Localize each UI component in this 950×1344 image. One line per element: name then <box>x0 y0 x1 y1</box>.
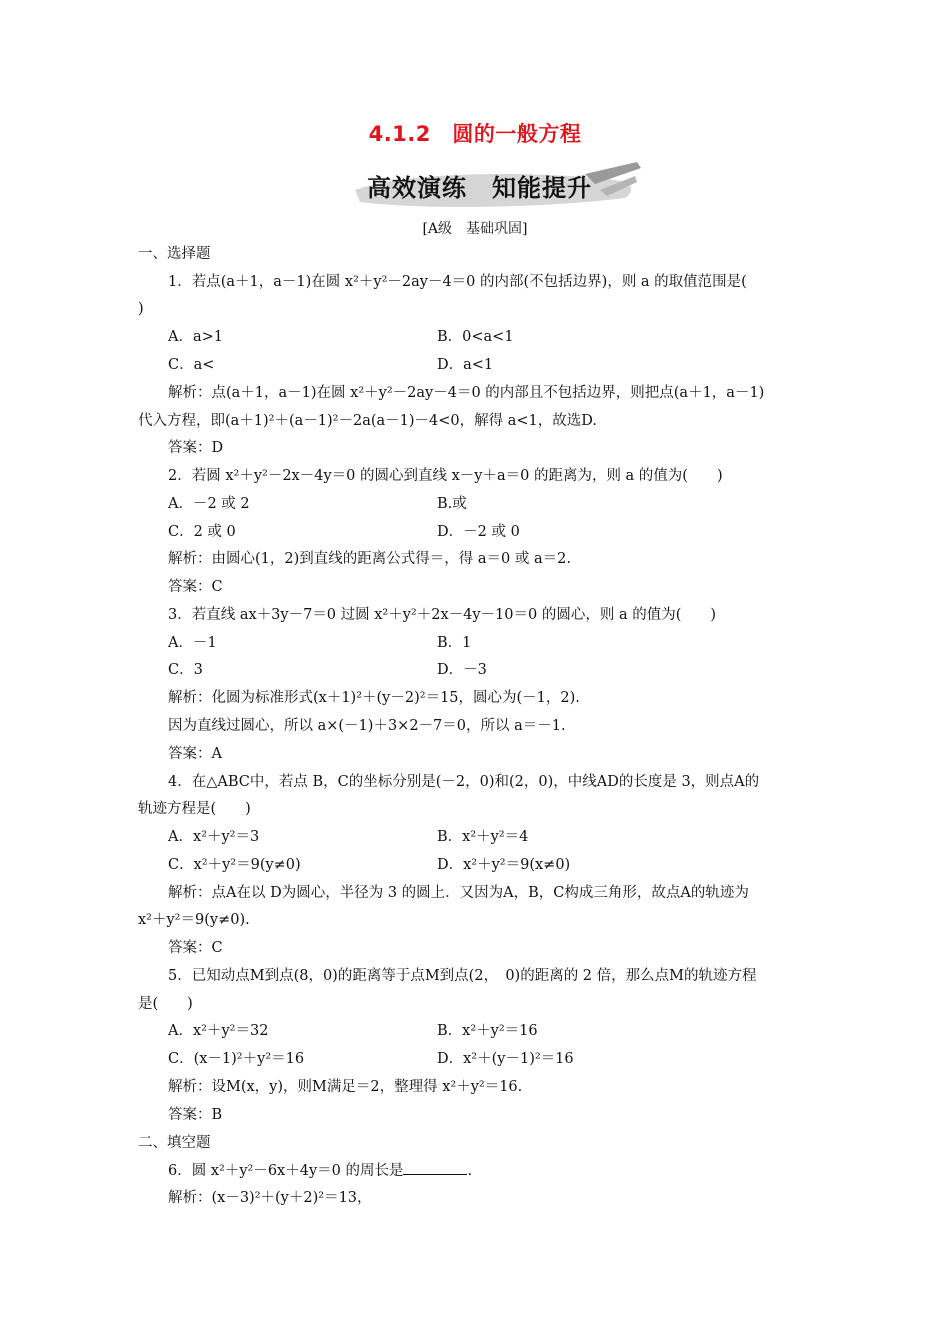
answer-blank <box>403 1160 467 1175</box>
analysis-cont: 代入方程，即(a＋1)²＋(a－1)²－2a(a－1)－4<0，解得 a<1，故选D. <box>138 413 597 429</box>
analysis-cont: x²＋y²＝9(y≠0). <box>138 912 250 928</box>
question-4: 4．在△ABC中，若点 B，C的坐标分别是(－2，0)和(2，0)，中线AD的长度是 3，则点A的 <box>168 774 760 790</box>
question-3: 3．若直线 ax＋3y－7＝0 过圆 x²＋y²＋2x－4y－10＝0 的圆心，则 a 的值为( ) <box>168 607 717 623</box>
answer: 答案：D <box>168 440 224 456</box>
section-title: 4.1.2 圆的一般方程 <box>368 122 582 146</box>
level-label: [A级 基础巩固] <box>422 221 528 237</box>
option-c: C．x²＋y²＝9(y≠0) <box>168 857 301 873</box>
option-c: C．(x－1)²＋y²＝16 <box>168 1051 305 1067</box>
answer: 答案：C <box>168 579 223 595</box>
analysis: 解析：由圆心(1，2)到直线的距离公式得＝，得 a＝0 或 a＝2. <box>168 551 571 567</box>
section-heading: 一、选择题 <box>138 246 211 262</box>
answer: 答案：B <box>168 1107 223 1123</box>
option-c: C．3 <box>168 662 203 678</box>
option-d: D．－3 <box>437 662 487 678</box>
analysis: 解析：化圆为标准形式(x＋1)²＋(y－2)²＝15，圆心为(－1，2). <box>168 690 580 706</box>
option-a: A．－2 或 2 <box>168 496 250 512</box>
question-6 <box>168 1160 472 1181</box>
option-b: B．x²＋y²＝16 <box>437 1023 538 1039</box>
option-b: B．0<a<1 <box>437 329 514 345</box>
question-6-text: 6．圆 x²＋y²－6x＋4y＝0 的周长是 <box>168 1163 404 1179</box>
option-b: B．x²＋y²＝4 <box>437 829 529 845</box>
answer: 答案：A <box>168 746 222 762</box>
question-6-end: . <box>467 1163 473 1179</box>
question-1: 1．若点(a＋1，a－1)在圆 x²＋y²－2ay－4＝0 的内部(不包括边界)，则 a 的取值范围是( <box>168 274 747 290</box>
banner <box>345 160 645 212</box>
analysis: 解析：设M(x，y)，则M满足＝2，整理得 x²＋y²＝16. <box>168 1079 523 1095</box>
analysis: 解析：点A在以 D为圆心，半径为 3 的圆上．又因为A，B，C构成三角形，故点A的轨迹为 <box>168 885 749 901</box>
option-a: A．a>1 <box>168 329 223 345</box>
question-4-cont: 轨迹方程是( ) <box>138 801 251 817</box>
option-d: D．x²＋(y－1)²＝16 <box>437 1051 574 1067</box>
option-d: D．x²＋y²＝9(x≠0) <box>437 857 571 873</box>
question-1-cont: ) <box>138 301 144 317</box>
question-5-cont: 是( ) <box>138 996 193 1012</box>
question-2: 2．若圆 x²＋y²－2x－4y＝0 的圆心到直线 x－y＋a＝0 的距离为，则 a 的值为( ) <box>168 468 723 484</box>
analysis: 解析：(x－3)²＋(y＋2)²＝13， <box>168 1190 372 1206</box>
option-b: B．1 <box>437 635 472 651</box>
analysis-cont: 因为直线过圆心，所以 a×(－1)＋3×2－7＝0，所以 a＝－1. <box>168 718 566 734</box>
banner-text: 高效演练 知能提升 <box>367 174 592 202</box>
option-b: B.或 <box>437 496 467 512</box>
option-a: A．x²＋y²＝3 <box>168 829 260 845</box>
option-a: A．x²＋y²＝32 <box>168 1023 269 1039</box>
option-d: D．－2 或 0 <box>437 524 520 540</box>
section-heading: 二、填空题 <box>138 1135 211 1151</box>
option-c: C．a< <box>168 357 215 373</box>
option-c: C．2 或 0 <box>168 524 236 540</box>
answer: 答案：C <box>168 940 223 956</box>
question-5: 5．已知动点M到点(8，0)的距离等于点M到点(2， 0)的距离的 2 倍，那么点M的轨迹方程 <box>168 968 757 984</box>
analysis: 解析：点(a＋1，a－1)在圆 x²＋y²－2ay－4＝0 的内部且不包括边界，则把点(a＋1，a－1) <box>168 385 765 401</box>
option-d: D．a<1 <box>437 357 494 373</box>
option-a: A．－1 <box>168 635 217 651</box>
